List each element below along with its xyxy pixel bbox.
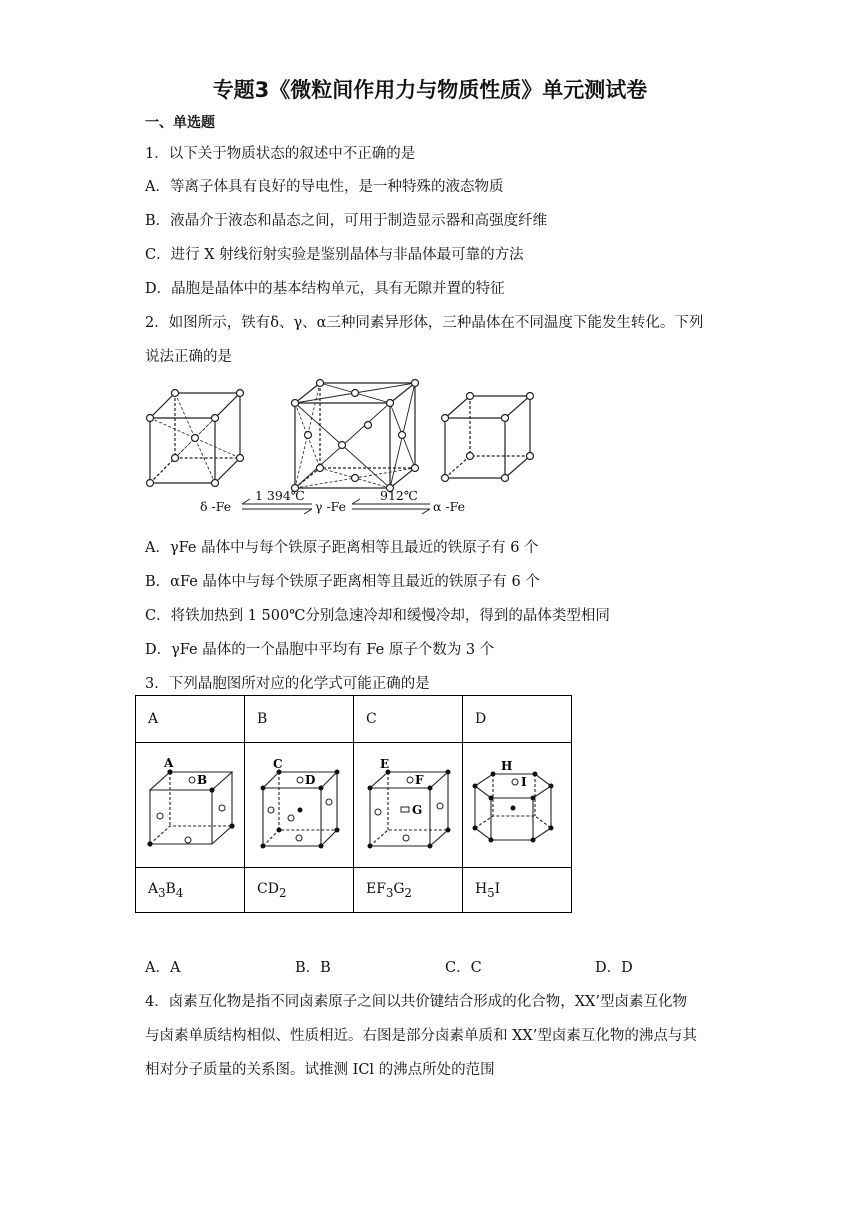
page-title: 专题3《微粒间作用力与物质性质》单元测试卷 xyxy=(212,78,648,102)
q1-option-c: C．进行 X 射线衍射实验是鉴别晶体与非晶体最可靠的方法 xyxy=(145,247,524,263)
unit-cell-a xyxy=(136,748,244,858)
unit-cell-b xyxy=(245,748,353,858)
q1-option-b: B．液晶介于液态和晶态之间，可用于制造显示器和高强度纤维 xyxy=(145,213,548,229)
q4-line2: 与卤素单质结构相似、性质相近。右图是部分卤素单质和 XX’型卤素互化物的沸点与其 xyxy=(145,1028,697,1044)
section-heading: 一、单选题 xyxy=(145,115,215,131)
temp-1394: 1 394℃ xyxy=(255,488,305,503)
alpha-fe-unit-cell xyxy=(442,393,534,482)
cell-b-label-d: D xyxy=(305,773,316,787)
q2-option-a: A．γFe 晶体中与每个铁原子距离相等且最近的铁原子有 6 个 xyxy=(145,540,539,556)
gamma-fe-label: γ -Fe xyxy=(315,499,347,514)
q2-option-b: B．αFe 晶体中与每个铁原子距离相等且最近的铁原子有 6 个 xyxy=(145,574,540,590)
delta-fe-label: δ -Fe xyxy=(200,499,232,514)
q3-image-row xyxy=(136,743,572,868)
q3-choice-a: A．A xyxy=(145,960,181,976)
gamma-fe-unit-cell xyxy=(292,380,419,492)
q2-stem-line2: 说法正确的是 xyxy=(145,349,232,365)
q1-stem: 1．以下关于物质状态的叙述中不正确的是 xyxy=(145,146,416,162)
q3-table xyxy=(135,695,572,913)
q3-header-d: D xyxy=(463,696,572,743)
q3-header-a: A xyxy=(136,696,245,743)
q3-header-c: C xyxy=(354,696,463,743)
q1-option-d: D．晶胞是晶体中的基本结构单元，具有无隙并置的特征 xyxy=(145,281,505,297)
q2-stem-line1: 2．如图所示，铁有δ、γ、α三种同素异形体，三种晶体在不同温度下能发生转化。下列 xyxy=(145,315,704,331)
q3-header-b: B xyxy=(245,696,354,743)
q2-option-c: C．将铁加热到 1 500℃分别急速冷却和缓慢冷却，得到的晶体类型相同 xyxy=(145,608,610,624)
q3-choice-d: D．D xyxy=(595,960,633,976)
alpha-fe-label: α -Fe xyxy=(433,499,466,514)
q3-choice-b: B．B xyxy=(295,960,331,976)
q3-choice-c: C．C xyxy=(445,960,482,976)
q3-formula-d: $H_5I$ xyxy=(463,868,572,913)
cell-c-label-e: E xyxy=(380,757,390,771)
iron-allotropes-figure xyxy=(140,378,540,518)
q3-cell-image-b xyxy=(245,743,354,868)
cell-a-label-b: B xyxy=(197,773,208,787)
q3-header-row xyxy=(136,696,572,743)
q4-line1: 4．卤素互化物是指不同卤素原子之间以共价键结合形成的化合物，XX’型卤素互化物 xyxy=(145,994,687,1010)
q2-option-d: D．γFe 晶体的一个晶胞中平均有 Fe 原子个数为 3 个 xyxy=(145,642,495,658)
q3-cell-image-a xyxy=(136,743,245,868)
cell-d-label-h: H xyxy=(501,759,513,773)
unit-cell-d xyxy=(463,748,571,858)
temp-912: 912℃ xyxy=(380,488,418,503)
cell-b-label-c: C xyxy=(273,757,283,771)
q3-formula-b: $CD_2$ xyxy=(245,868,354,913)
cell-a-label-a: A xyxy=(164,756,174,770)
cell-c-label-g: G xyxy=(412,803,423,817)
q4-line3: 相对分子质量的关系图。试推测 ICl 的沸点所处的范围 xyxy=(145,1062,495,1078)
q1-option-a: A．等离子体具有良好的导电性，是一种特殊的液态物质 xyxy=(145,179,504,195)
q3-stem: 3．下列晶胞图所对应的化学式可能正确的是 xyxy=(145,676,430,692)
q3-formula-a: $A_3B_4$ xyxy=(136,868,245,913)
cell-d-label-i: I xyxy=(521,775,527,789)
unit-cell-c xyxy=(354,748,462,858)
cell-c-label-f: F xyxy=(415,773,424,787)
q3-cell-image-c xyxy=(354,743,463,868)
q3-formula-c: $EF_3G_2$ xyxy=(354,868,463,913)
q3-cell-image-d xyxy=(463,743,572,868)
q3-formula-row xyxy=(136,868,572,913)
delta-fe-unit-cell xyxy=(147,390,244,487)
